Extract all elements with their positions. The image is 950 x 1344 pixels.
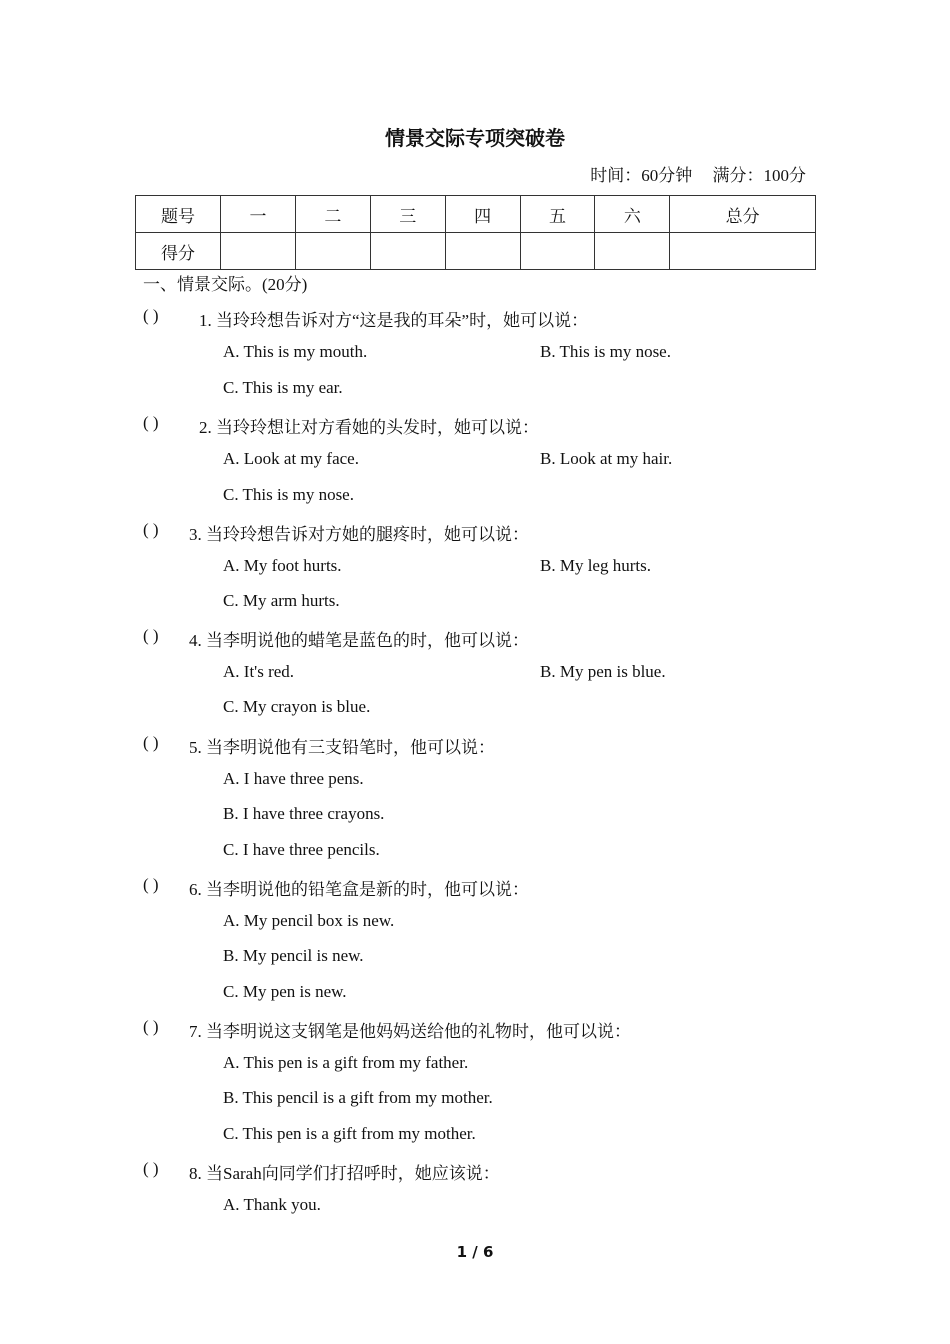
option-a: A. My pencil box is new. <box>223 911 395 930</box>
option-a: A. My foot hurts. <box>223 556 342 575</box>
option-c: C. This is my nose. <box>223 485 354 504</box>
question-stem: 8. 当Sarah向同学们打招呼时，她应该说： <box>189 1164 500 1183</box>
time-limit: 时间：60分钟 <box>590 166 693 185</box>
question-stem: 3. 当玲玲想告诉对方她的腿疼时，她可以说： <box>189 525 529 544</box>
score-input-cell[interactable] <box>295 233 370 270</box>
score-table-header-row <box>136 196 816 233</box>
option-a: A. Look at my face. <box>223 449 359 468</box>
answer-blank[interactable]: ( ) <box>143 1017 159 1036</box>
score-table-score-row <box>136 233 816 270</box>
score-table-cell: 六 <box>595 196 670 233</box>
answer-blank[interactable]: ( ) <box>143 733 159 752</box>
question-stem: 1. 当玲玲想告诉对方“这是我的耳朵”时，她可以说： <box>199 311 589 330</box>
score-table-cell: 三 <box>370 196 445 233</box>
option-b: B. My leg hurts. <box>540 556 651 575</box>
score-table-cell: 二 <box>295 196 370 233</box>
option-a: A. Thank you. <box>223 1195 321 1214</box>
option-a: A. This pen is a gift from my father. <box>223 1053 469 1072</box>
score-table-cell: 五 <box>520 196 595 233</box>
question-stem: 2. 当玲玲想让对方看她的头发时，她可以说： <box>199 418 539 437</box>
option-b: B. This pencil is a gift from my mother. <box>223 1088 493 1107</box>
option-c: C. My pen is new. <box>223 982 347 1001</box>
score-input-cell[interactable] <box>670 233 816 270</box>
question-stem: 5. 当李明说他有三支铅笔时，他可以说： <box>189 738 495 757</box>
answer-blank[interactable]: ( ) <box>143 875 159 894</box>
answer-blank[interactable]: ( ) <box>143 626 159 645</box>
score-table-cell: 一 <box>221 196 296 233</box>
page-title: 情景交际专项突破卷 <box>385 126 565 150</box>
option-b: B. Look at my hair. <box>540 449 673 468</box>
full-score: 满分：100分 <box>712 166 806 185</box>
option-c: C. My arm hurts. <box>223 591 340 610</box>
score-input-cell[interactable] <box>445 233 520 270</box>
score-table-cell: 四 <box>445 196 520 233</box>
exam-meta <box>574 161 806 186</box>
score-input-cell[interactable] <box>221 233 296 270</box>
option-c: C. This pen is a gift from my mother. <box>223 1124 476 1143</box>
score-table-cell: 得分 <box>136 233 221 270</box>
score-table-cell: 题号 <box>136 196 221 233</box>
question-stem: 6. 当李明说他的铅笔盒是新的时，他可以说： <box>189 880 529 899</box>
option-b: B. I have three crayons. <box>223 804 385 823</box>
question-stem: 7. 当李明说这支钢笔是他妈妈送给他的礼物时，他可以说： <box>189 1022 631 1041</box>
page-number: 1 / 6 <box>456 1243 494 1261</box>
question-stem: 4. 当李明说他的蜡笔是蓝色的时，他可以说： <box>189 631 529 650</box>
answer-blank[interactable]: ( ) <box>143 520 159 539</box>
section-heading: 一、情景交际。(20分) <box>143 275 308 294</box>
option-a: A. This is my mouth. <box>223 342 368 361</box>
score-input-cell[interactable] <box>370 233 445 270</box>
option-a: A. I have three pens. <box>223 769 364 788</box>
option-c: C. This is my ear. <box>223 378 343 397</box>
score-table <box>135 195 816 270</box>
score-input-cell[interactable] <box>595 233 670 270</box>
option-c: C. My crayon is blue. <box>223 697 371 716</box>
option-b: B. My pencil is new. <box>223 946 364 965</box>
score-input-cell[interactable] <box>520 233 595 270</box>
answer-blank[interactable]: ( ) <box>143 306 159 325</box>
option-a: A. It's red. <box>223 662 295 681</box>
option-c: C. I have three pencils. <box>223 840 380 859</box>
option-b: B. My pen is blue. <box>540 662 666 681</box>
answer-blank[interactable]: ( ) <box>143 413 159 432</box>
answer-blank[interactable]: ( ) <box>143 1159 159 1178</box>
option-b: B. This is my nose. <box>540 342 671 361</box>
score-table-cell: 总分 <box>670 196 816 233</box>
